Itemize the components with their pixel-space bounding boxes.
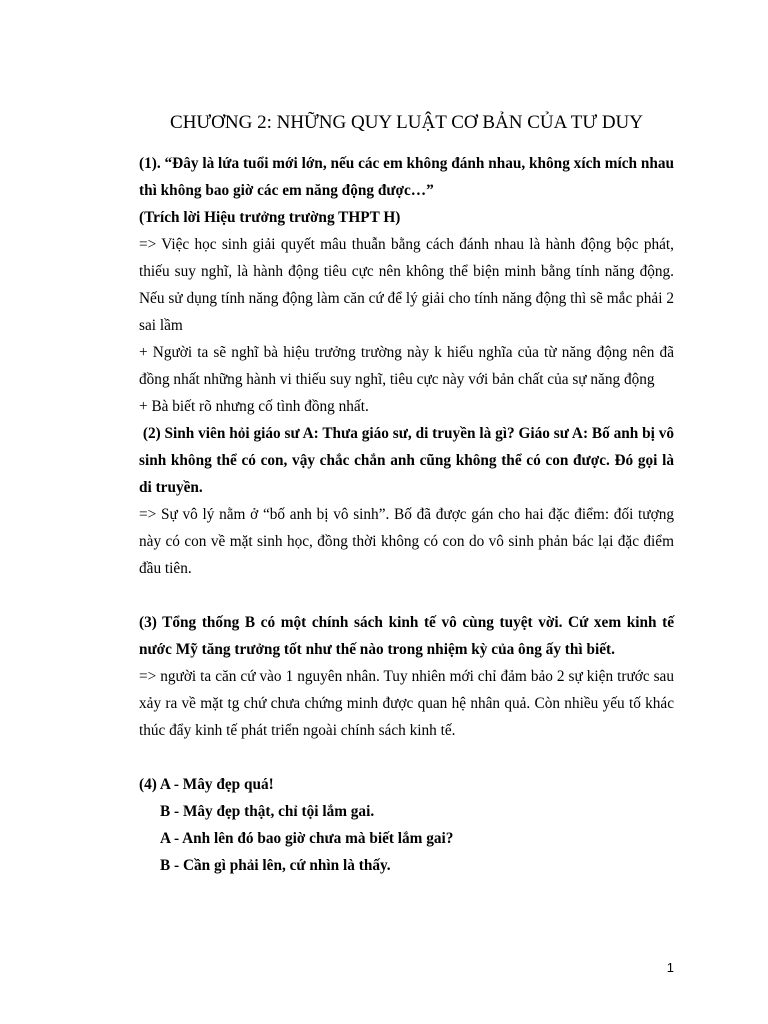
- page-number: 1: [666, 960, 674, 975]
- chapter-title: CHƯƠNG 2: NHỮNG QUY LUẬT CƠ BẢN CỦA TƯ DUY: [170, 112, 643, 133]
- item-2-analysis: => Sự vô lý nằm ở “bố anh bị vô sinh”. Bố đã được gán cho hai đặc điểm: đối tượng này có con về mặt sinh học, đồng thời không có con do vô sinh phản bác lại đặc điểm đầu tiên.: [139, 506, 674, 577]
- paragraph-spacer: [139, 582, 674, 609]
- item-1-analysis: => Việc học sinh giải quyết mâu thuẫn bằng cách đánh nhau là hành động bộc phát, thiếu suy nghĩ, là hành động tiêu cực nên không thể biện minh bằng tính năng động. Nếu sử dụng tính năng động làm căn cứ để lý giải cho tính năng động thì sẽ mắc phải 2 sai lầm: [139, 236, 674, 334]
- item-1-source: (Trích lời Hiệu trưởng trường THPT H): [139, 209, 401, 226]
- item-1-point-b: + Bà biết rõ nhưng cố tình đồng nhất.: [139, 398, 369, 415]
- item-1-quote: (1). “Đây là lứa tuổi mới lớn, nếu các em không đánh nhau, không xích mích nhau thì không bao giờ các em năng động được…”: [139, 155, 674, 199]
- item-3-analysis: => người ta căn cứ vào 1 nguyên nhân. Tuy nhiên mới chỉ đảm bảo 2 sự kiện trước sau xảy ra về mặt tg chứ chưa chứng minh được quan hệ nhân quả. Còn nhiều yếu tố khác thúc đẩy kinh tế phát triển ngoài chính sách kinh tế.: [139, 668, 674, 739]
- paragraph-spacer: [139, 744, 674, 771]
- dialog-line: A - Anh lên đó bao giờ chưa mà biết lắm gai?: [160, 830, 454, 847]
- item-3-quote: (3) Tổng thống B có một chính sách kinh tế vô cùng tuyệt vời. Cứ xem kinh tế nước Mỹ tăng trưởng tốt như thế nào trong nhiệm kỳ của ông ấy thì biết.: [139, 614, 674, 658]
- dialog-line: B - Cần gì phải lên, cứ nhìn là thấy.: [160, 857, 391, 874]
- item-1-point-a: + Người ta sẽ nghĩ bà hiệu trưởng trường này k hiểu nghĩa của từ năng động nên đã đồng nhất những hành vi thiếu suy nghĩ, tiêu cực này với bản chất của sự năng động: [139, 344, 674, 388]
- document-body: [139, 108, 678, 879]
- dialog-line: B - Mây đẹp thật, chỉ tội lắm gai.: [160, 803, 375, 820]
- dialog-line: (4) A - Mây đẹp quá!: [139, 776, 274, 793]
- item-2-quote: (2) Sinh viên hỏi giáo sư A: Thưa giáo sư, di truyền là gì? Giáo sư A: Bố anh bị vô sinh không thể có con, vậy chắc chắn anh cũng không thể có con được. Đó gọi là di truyền.: [139, 425, 678, 496]
